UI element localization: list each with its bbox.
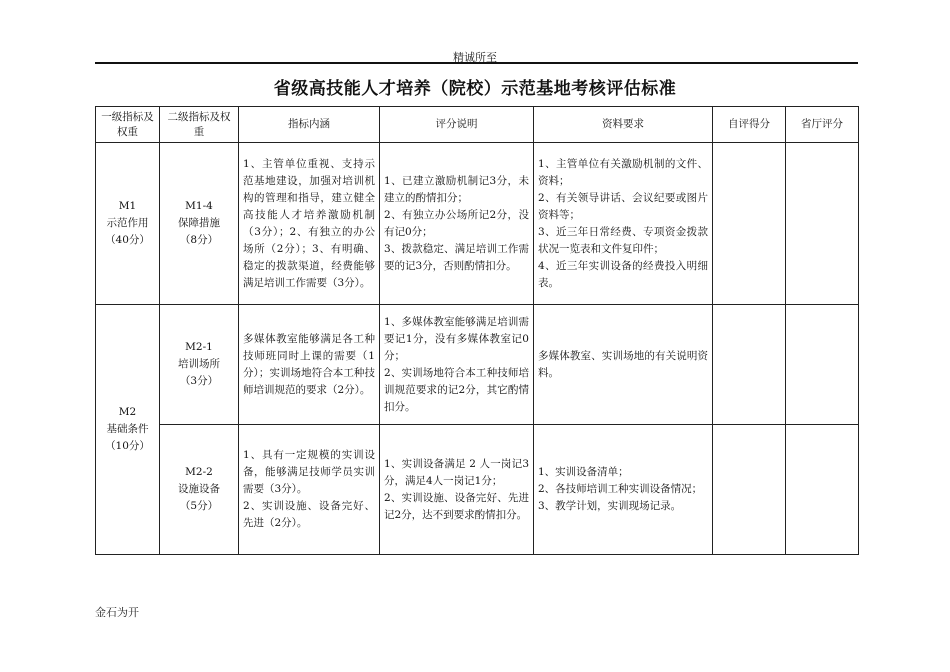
content-cell: 多媒体教室能够满足各工种技师班同时上课的需要（1分）；实训场地符合本工种技师培训规范的要求（2分）。: [239, 305, 380, 425]
column-header: 评分说明: [380, 107, 534, 143]
materials-cell: 多媒体教室、实训场地的有关说明资料。: [534, 305, 713, 425]
scoring-cell: 1、多媒体教室能够满足培训需要记1分，没有多媒体教室记0分； 2、实训场地符合本工种技师培训规范要求的记2分，其它酌情扣分。: [380, 305, 534, 425]
level1-indicator-cell: M1 示范作用 （40分）: [96, 143, 160, 305]
materials-cell: 1、实训设备清单； 2、各技师培训工种实训设备情况； 3、教学计划，实训现场记录。: [534, 425, 713, 555]
level2-indicator-cell: M2-2 设施设备 （5分）: [160, 425, 239, 555]
header-rule: [95, 62, 858, 64]
column-header: 省厅评分: [786, 107, 859, 143]
dept-score-cell[interactable]: [786, 425, 859, 555]
column-header: 二级指标及权重: [160, 107, 239, 143]
page-footer-text: 金石为开: [95, 606, 139, 619]
column-header: 自评得分: [713, 107, 786, 143]
self-score-cell[interactable]: [713, 425, 786, 555]
self-score-cell[interactable]: [713, 305, 786, 425]
level2-indicator-cell: M1-4 保障措施 （8分）: [160, 143, 239, 305]
dept-score-cell[interactable]: [786, 143, 859, 305]
scoring-cell: 1、实训设备满足 2 人一岗记3分，满足4人一岗记1分； 2、实训设施、设备完好、先进记2分，达不到要求酌情扣分。: [380, 425, 534, 555]
document-title: 省级高技能人才培养（院校）示范基地考核评估标准: [273, 79, 677, 99]
table-row: [96, 425, 859, 555]
assessment-table: [95, 106, 859, 555]
level1-indicator-cell: M2 基础条件 （10分）: [96, 305, 160, 555]
table-row: [96, 305, 859, 425]
table-header-row: [96, 107, 859, 143]
materials-cell: 1、主管单位有关激励机制的文件、资料； 2、有关领导讲话、会议纪要或图片资料等； 3、近三年日常经费、专项资金拨款状况一览表和文件复印件； 4、近三年实训设备的经费投入明细表。: [534, 143, 713, 305]
scoring-cell: 1、已建立激励机制记3分，未建立的酌情扣分； 2、有独立办公场所记2分，没有记0分； 3、拨款稳定、满足培训工作需要的记3分，否则酌情扣分。: [380, 143, 534, 305]
content-cell: 1、具有一定规模的实训设备，能够满足技师学员实训需要（3分）。 2、实训设施、设备完好、先进（2分）。: [239, 425, 380, 555]
table-row: [96, 143, 859, 305]
column-header: 资料要求: [534, 107, 713, 143]
column-header: 指标内涵: [239, 107, 380, 143]
self-score-cell[interactable]: [713, 143, 786, 305]
dept-score-cell[interactable]: [786, 305, 859, 425]
column-header: 一级指标及权重: [96, 107, 160, 143]
page-header-text: 精诚所至: [453, 51, 497, 64]
level2-indicator-cell: M2-1 培训场所 （3分）: [160, 305, 239, 425]
content-cell: 1、主管单位重视、支持示范基地建设，加强对培训机构的管理和指导，建立健全高技能人才培养激励机制（3分）；2、有独立的办公场所（2分）；3、有明确、稳定的拨款渠道，经费能够满足培训工作需要（3分）。: [239, 143, 380, 305]
